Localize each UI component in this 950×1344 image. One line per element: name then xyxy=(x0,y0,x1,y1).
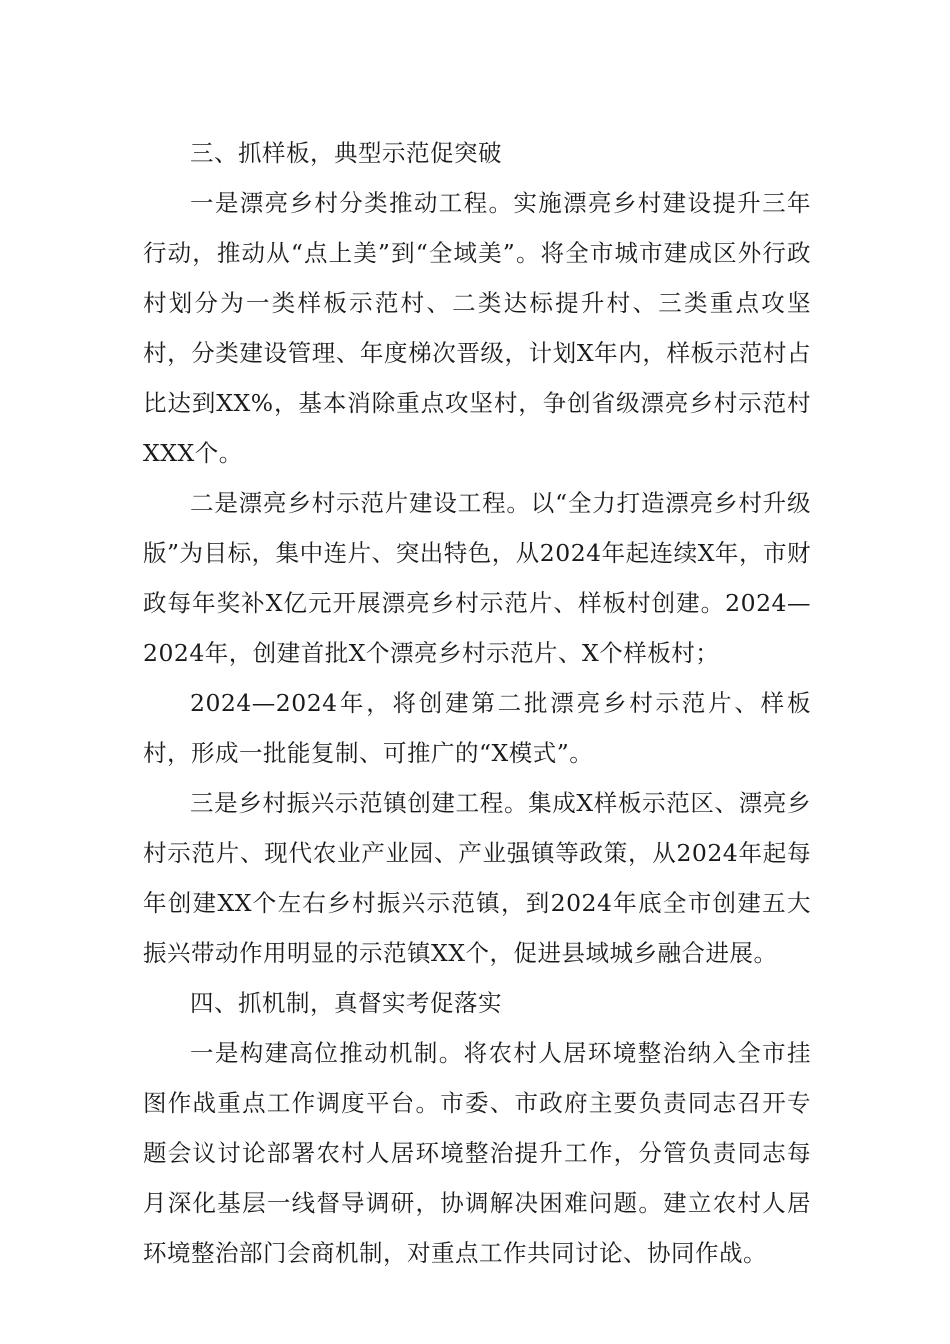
section-3-paragraph-4: 三是乡村振兴示范镇创建工程。集成X样板示范区、漂亮乡村示范片、现代农业产业园、产业强镇等政策，从2024年起每年创建XX个左右乡村振兴示范镇，到2024年底全市创建五大振兴带动作用明显的示范镇XX个，促进县域城乡融合进展。 xyxy=(143,789,811,967)
section-4-paragraph-1: 一是构建高位推动机制。将农村人居环境整治纳入全市挂图作战重点工作调度平台。市委、市政府主要负责同志召开专题会议讨论部署农村人居环境整治提升工作，分管负责同志每月深化基层一线督导调研，协调解决困难问题。建立农村人居环境整治部门会商机制，对重点工作共同讨论、协同作战。 xyxy=(143,1039,811,1267)
section-3-paragraph-1: 一是漂亮乡村分类推动工程。实施漂亮乡村建设提升三年行动，推动从“点上美”到“全域美”。将全市城市建成区外行政村划分为一类样板示范村、二类达标提升村、三类重点攻坚村，分类建设管理、年度梯次晋级，计划X年内，样板示范村占比达到XX%，基本消除重点攻坚村，争创省级漂亮乡村示范村XXX个。 xyxy=(143,189,811,467)
section-4-heading: 四、抓机制，真督实考促落实 xyxy=(190,989,502,1017)
document-body xyxy=(143,128,811,1278)
section-3-heading: 三、抓样板，典型示范促突破 xyxy=(190,139,502,167)
section-3-paragraph-3: 2024—2024年，将创建第二批漂亮乡村示范片、样板村，形成一批能复制、可推广的“X模式”。 xyxy=(143,689,811,767)
section-3-paragraph-2: 二是漂亮乡村示范片建设工程。以“全力打造漂亮乡村升级版”为目标，集中连片、突出特色，从2024年起连续X年，市财政每年奖补X亿元开展漂亮乡村示范片、样板村创建。2024—2024年，创建首批X个漂亮乡村示范片、X个样板村； xyxy=(143,489,811,667)
